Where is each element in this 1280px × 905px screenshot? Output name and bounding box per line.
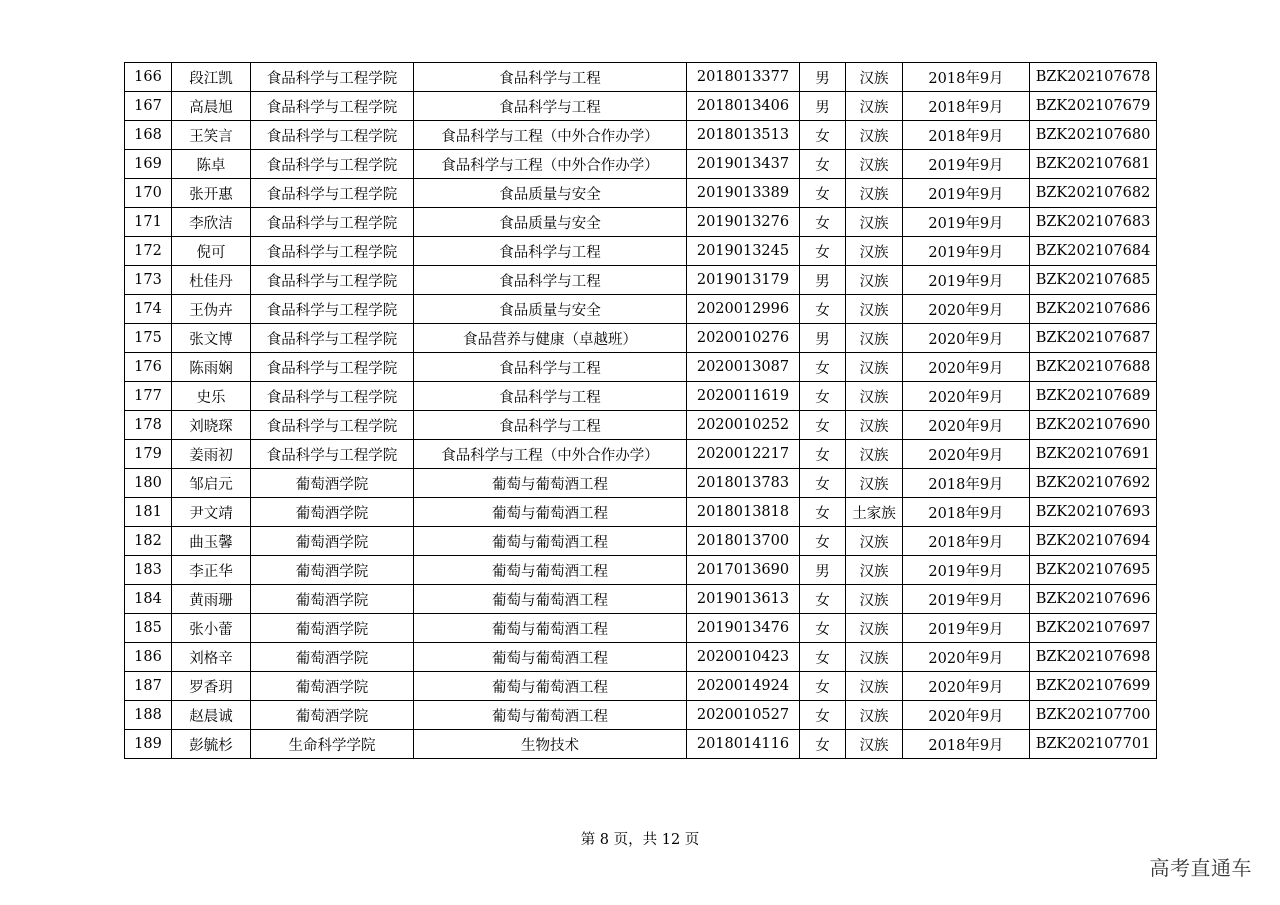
gender-cell: 男	[800, 92, 846, 121]
row-number-cell: 179	[125, 440, 172, 469]
certificate-number-cell: BZK202107681	[1030, 150, 1157, 179]
student-id-cell: 2020010527	[687, 701, 800, 730]
certificate-number-cell: BZK202107678	[1030, 63, 1157, 92]
certificate-number-cell: BZK202107685	[1030, 266, 1157, 295]
name-cell: 陈卓	[172, 150, 251, 179]
ethnicity-cell: 汉族	[846, 411, 903, 440]
table-row	[125, 440, 1157, 469]
name-cell: 刘晓琛	[172, 411, 251, 440]
enrollment-date-cell: 2018年9月	[903, 498, 1030, 527]
row-number-cell: 183	[125, 556, 172, 585]
certificate-number-cell: BZK202107692	[1030, 469, 1157, 498]
major-cell: 葡萄与葡萄酒工程	[414, 556, 687, 585]
table-row	[125, 353, 1157, 382]
name-cell: 曲玉馨	[172, 527, 251, 556]
row-number-cell: 184	[125, 585, 172, 614]
college-cell: 葡萄酒学院	[251, 556, 414, 585]
gender-cell: 男	[800, 556, 846, 585]
student-id-cell: 2018013513	[687, 121, 800, 150]
major-cell: 葡萄与葡萄酒工程	[414, 498, 687, 527]
row-number-cell: 172	[125, 237, 172, 266]
gender-cell: 女	[800, 527, 846, 556]
certificate-number-cell: BZK202107700	[1030, 701, 1157, 730]
gender-cell: 女	[800, 411, 846, 440]
table-body	[125, 63, 1157, 759]
certificate-number-cell: BZK202107679	[1030, 92, 1157, 121]
ethnicity-cell: 汉族	[846, 527, 903, 556]
student-id-cell: 2019013389	[687, 179, 800, 208]
gender-cell: 女	[800, 701, 846, 730]
enrollment-date-cell: 2018年9月	[903, 63, 1030, 92]
table-row	[125, 643, 1157, 672]
gender-cell: 男	[800, 266, 846, 295]
college-cell: 食品科学与工程学院	[251, 411, 414, 440]
certificate-number-cell: BZK202107688	[1030, 353, 1157, 382]
table-row	[125, 63, 1157, 92]
major-cell: 食品质量与安全	[414, 208, 687, 237]
college-cell: 葡萄酒学院	[251, 643, 414, 672]
major-cell: 葡萄与葡萄酒工程	[414, 614, 687, 643]
college-cell: 食品科学与工程学院	[251, 92, 414, 121]
college-cell: 食品科学与工程学院	[251, 208, 414, 237]
college-cell: 葡萄酒学院	[251, 469, 414, 498]
certificate-number-cell: BZK202107697	[1030, 614, 1157, 643]
table-row	[125, 411, 1157, 440]
gender-cell: 女	[800, 150, 846, 179]
college-cell: 葡萄酒学院	[251, 498, 414, 527]
college-cell: 食品科学与工程学院	[251, 121, 414, 150]
ethnicity-cell: 汉族	[846, 179, 903, 208]
enrollment-date-cell: 2020年9月	[903, 411, 1030, 440]
name-cell: 李正华	[172, 556, 251, 585]
table-row	[125, 92, 1157, 121]
enrollment-date-cell: 2018年9月	[903, 527, 1030, 556]
student-id-cell: 2020014924	[687, 672, 800, 701]
gender-cell: 女	[800, 469, 846, 498]
major-cell: 葡萄与葡萄酒工程	[414, 701, 687, 730]
table-row	[125, 150, 1157, 179]
enrollment-date-cell: 2019年9月	[903, 266, 1030, 295]
ethnicity-cell: 土家族	[846, 498, 903, 527]
student-id-cell: 2020012996	[687, 295, 800, 324]
enrollment-date-cell: 2019年9月	[903, 614, 1030, 643]
certificate-number-cell: BZK202107686	[1030, 295, 1157, 324]
college-cell: 葡萄酒学院	[251, 585, 414, 614]
enrollment-date-cell: 2020年9月	[903, 295, 1030, 324]
major-cell: 食品科学与工程（中外合作办学）	[414, 121, 687, 150]
table-row	[125, 585, 1157, 614]
ethnicity-cell: 汉族	[846, 324, 903, 353]
gender-cell: 男	[800, 63, 846, 92]
student-id-cell: 2018013377	[687, 63, 800, 92]
ethnicity-cell: 汉族	[846, 701, 903, 730]
college-cell: 食品科学与工程学院	[251, 150, 414, 179]
name-cell: 彭毓杉	[172, 730, 251, 759]
ethnicity-cell: 汉族	[846, 63, 903, 92]
name-cell: 陈雨娴	[172, 353, 251, 382]
enrollment-date-cell: 2019年9月	[903, 556, 1030, 585]
enrollment-date-cell: 2018年9月	[903, 730, 1030, 759]
ethnicity-cell: 汉族	[846, 730, 903, 759]
name-cell: 高晨旭	[172, 92, 251, 121]
ethnicity-cell: 汉族	[846, 295, 903, 324]
college-cell: 食品科学与工程学院	[251, 63, 414, 92]
college-cell: 葡萄酒学院	[251, 672, 414, 701]
row-number-cell: 181	[125, 498, 172, 527]
row-number-cell: 174	[125, 295, 172, 324]
row-number-cell: 168	[125, 121, 172, 150]
ethnicity-cell: 汉族	[846, 266, 903, 295]
student-id-cell: 2020010252	[687, 411, 800, 440]
college-cell: 食品科学与工程学院	[251, 440, 414, 469]
enrollment-date-cell: 2019年9月	[903, 585, 1030, 614]
major-cell: 食品质量与安全	[414, 179, 687, 208]
major-cell: 食品科学与工程	[414, 411, 687, 440]
gender-cell: 女	[800, 730, 846, 759]
gender-cell: 女	[800, 295, 846, 324]
enrollment-date-cell: 2020年9月	[903, 643, 1030, 672]
college-cell: 葡萄酒学院	[251, 527, 414, 556]
gender-cell: 女	[800, 353, 846, 382]
row-number-cell: 175	[125, 324, 172, 353]
row-number-cell: 188	[125, 701, 172, 730]
gender-cell: 女	[800, 382, 846, 411]
ethnicity-cell: 汉族	[846, 382, 903, 411]
student-id-cell: 2019013245	[687, 237, 800, 266]
enrollment-date-cell: 2018年9月	[903, 469, 1030, 498]
table-row	[125, 498, 1157, 527]
gender-cell: 女	[800, 672, 846, 701]
name-cell: 张小蕾	[172, 614, 251, 643]
student-id-cell: 2019013276	[687, 208, 800, 237]
row-number-cell: 171	[125, 208, 172, 237]
enrollment-date-cell: 2020年9月	[903, 440, 1030, 469]
gender-cell: 男	[800, 324, 846, 353]
table-row	[125, 266, 1157, 295]
enrollment-date-cell: 2018年9月	[903, 121, 1030, 150]
enrollment-date-cell: 2020年9月	[903, 382, 1030, 411]
ethnicity-cell: 汉族	[846, 353, 903, 382]
major-cell: 葡萄与葡萄酒工程	[414, 527, 687, 556]
certificate-number-cell: BZK202107695	[1030, 556, 1157, 585]
student-id-cell: 2018013406	[687, 92, 800, 121]
student-table	[124, 62, 1157, 759]
ethnicity-cell: 汉族	[846, 585, 903, 614]
table-row	[125, 701, 1157, 730]
name-cell: 段江凯	[172, 63, 251, 92]
major-cell: 食品科学与工程	[414, 92, 687, 121]
ethnicity-cell: 汉族	[846, 150, 903, 179]
major-cell: 食品科学与工程	[414, 353, 687, 382]
enrollment-date-cell: 2019年9月	[903, 208, 1030, 237]
enrollment-date-cell: 2019年9月	[903, 237, 1030, 266]
name-cell: 王伪卉	[172, 295, 251, 324]
student-id-cell: 2019013437	[687, 150, 800, 179]
student-id-cell: 2018013818	[687, 498, 800, 527]
college-cell: 食品科学与工程学院	[251, 353, 414, 382]
gender-cell: 女	[800, 498, 846, 527]
name-cell: 倪可	[172, 237, 251, 266]
student-id-cell: 2019013476	[687, 614, 800, 643]
table-row	[125, 324, 1157, 353]
college-cell: 食品科学与工程学院	[251, 179, 414, 208]
certificate-number-cell: BZK202107699	[1030, 672, 1157, 701]
college-cell: 食品科学与工程学院	[251, 266, 414, 295]
major-cell: 食品营养与健康（卓越班）	[414, 324, 687, 353]
student-id-cell: 2018013700	[687, 527, 800, 556]
row-number-cell: 182	[125, 527, 172, 556]
gender-cell: 女	[800, 585, 846, 614]
major-cell: 食品质量与安全	[414, 295, 687, 324]
name-cell: 赵晨诚	[172, 701, 251, 730]
enrollment-date-cell: 2018年9月	[903, 92, 1030, 121]
table-row	[125, 614, 1157, 643]
row-number-cell: 189	[125, 730, 172, 759]
certificate-number-cell: BZK202107698	[1030, 643, 1157, 672]
gender-cell: 女	[800, 614, 846, 643]
student-id-cell: 2019013179	[687, 266, 800, 295]
row-number-cell: 169	[125, 150, 172, 179]
major-cell: 葡萄与葡萄酒工程	[414, 643, 687, 672]
table-row	[125, 295, 1157, 324]
ethnicity-cell: 汉族	[846, 614, 903, 643]
ethnicity-cell: 汉族	[846, 440, 903, 469]
row-number-cell: 176	[125, 353, 172, 382]
student-id-cell: 2020010276	[687, 324, 800, 353]
certificate-number-cell: BZK202107680	[1030, 121, 1157, 150]
gender-cell: 女	[800, 643, 846, 672]
name-cell: 李欣洁	[172, 208, 251, 237]
college-cell: 食品科学与工程学院	[251, 295, 414, 324]
table-row	[125, 208, 1157, 237]
table-row	[125, 527, 1157, 556]
enrollment-date-cell: 2020年9月	[903, 324, 1030, 353]
certificate-number-cell: BZK202107682	[1030, 179, 1157, 208]
ethnicity-cell: 汉族	[846, 469, 903, 498]
student-id-cell: 2020010423	[687, 643, 800, 672]
row-number-cell: 187	[125, 672, 172, 701]
name-cell: 姜雨初	[172, 440, 251, 469]
row-number-cell: 178	[125, 411, 172, 440]
enrollment-date-cell: 2020年9月	[903, 701, 1030, 730]
major-cell: 食品科学与工程	[414, 237, 687, 266]
name-cell: 张开惠	[172, 179, 251, 208]
page-number: 第 8 页，共 12 页	[580, 832, 700, 848]
table-row	[125, 730, 1157, 759]
certificate-number-cell: BZK202107691	[1030, 440, 1157, 469]
enrollment-date-cell: 2019年9月	[903, 179, 1030, 208]
row-number-cell: 170	[125, 179, 172, 208]
name-cell: 尹文靖	[172, 498, 251, 527]
ethnicity-cell: 汉族	[846, 92, 903, 121]
ethnicity-cell: 汉族	[846, 556, 903, 585]
certificate-number-cell: BZK202107687	[1030, 324, 1157, 353]
gender-cell: 女	[800, 237, 846, 266]
row-number-cell: 166	[125, 63, 172, 92]
name-cell: 罗香玥	[172, 672, 251, 701]
watermark-logo-text: 高考直通车	[1149, 856, 1252, 880]
major-cell: 葡萄与葡萄酒工程	[414, 469, 687, 498]
major-cell: 食品科学与工程	[414, 266, 687, 295]
enrollment-date-cell: 2019年9月	[903, 150, 1030, 179]
major-cell: 食品科学与工程	[414, 382, 687, 411]
certificate-number-cell: BZK202107694	[1030, 527, 1157, 556]
student-id-cell: 2018014116	[687, 730, 800, 759]
gender-cell: 女	[800, 440, 846, 469]
ethnicity-cell: 汉族	[846, 672, 903, 701]
name-cell: 杜佳丹	[172, 266, 251, 295]
certificate-number-cell: BZK202107683	[1030, 208, 1157, 237]
student-id-cell: 2020011619	[687, 382, 800, 411]
student-id-cell: 2017013690	[687, 556, 800, 585]
college-cell: 食品科学与工程学院	[251, 324, 414, 353]
major-cell: 生物技术	[414, 730, 687, 759]
student-id-cell: 2020012217	[687, 440, 800, 469]
row-number-cell: 180	[125, 469, 172, 498]
row-number-cell: 186	[125, 643, 172, 672]
certificate-number-cell: BZK202107696	[1030, 585, 1157, 614]
table-row	[125, 556, 1157, 585]
table-row	[125, 672, 1157, 701]
name-cell: 黄雨珊	[172, 585, 251, 614]
gender-cell: 女	[800, 208, 846, 237]
row-number-cell: 177	[125, 382, 172, 411]
row-number-cell: 167	[125, 92, 172, 121]
ethnicity-cell: 汉族	[846, 643, 903, 672]
gender-cell: 女	[800, 179, 846, 208]
enrollment-date-cell: 2020年9月	[903, 672, 1030, 701]
college-cell: 食品科学与工程学院	[251, 382, 414, 411]
college-cell: 生命科学学院	[251, 730, 414, 759]
row-number-cell: 185	[125, 614, 172, 643]
college-cell: 葡萄酒学院	[251, 614, 414, 643]
major-cell: 食品科学与工程（中外合作办学）	[414, 150, 687, 179]
ethnicity-cell: 汉族	[846, 208, 903, 237]
ethnicity-cell: 汉族	[846, 237, 903, 266]
college-cell: 葡萄酒学院	[251, 701, 414, 730]
table-row	[125, 382, 1157, 411]
gender-cell: 女	[800, 121, 846, 150]
certificate-number-cell: BZK202107690	[1030, 411, 1157, 440]
major-cell: 葡萄与葡萄酒工程	[414, 585, 687, 614]
table-row	[125, 121, 1157, 150]
major-cell: 葡萄与葡萄酒工程	[414, 672, 687, 701]
name-cell: 王笑言	[172, 121, 251, 150]
certificate-number-cell: BZK202107684	[1030, 237, 1157, 266]
major-cell: 食品科学与工程（中外合作办学）	[414, 440, 687, 469]
student-id-cell: 2020013087	[687, 353, 800, 382]
table-row	[125, 469, 1157, 498]
student-id-cell: 2019013613	[687, 585, 800, 614]
enrollment-date-cell: 2020年9月	[903, 353, 1030, 382]
name-cell: 史乐	[172, 382, 251, 411]
name-cell: 张文博	[172, 324, 251, 353]
row-number-cell: 173	[125, 266, 172, 295]
certificate-number-cell: BZK202107689	[1030, 382, 1157, 411]
name-cell: 邹启元	[172, 469, 251, 498]
table-row	[125, 179, 1157, 208]
name-cell: 刘格辛	[172, 643, 251, 672]
college-cell: 食品科学与工程学院	[251, 237, 414, 266]
certificate-number-cell: BZK202107693	[1030, 498, 1157, 527]
table-row	[125, 237, 1157, 266]
student-id-cell: 2018013783	[687, 469, 800, 498]
major-cell: 食品科学与工程	[414, 63, 687, 92]
certificate-number-cell: BZK202107701	[1030, 730, 1157, 759]
ethnicity-cell: 汉族	[846, 121, 903, 150]
